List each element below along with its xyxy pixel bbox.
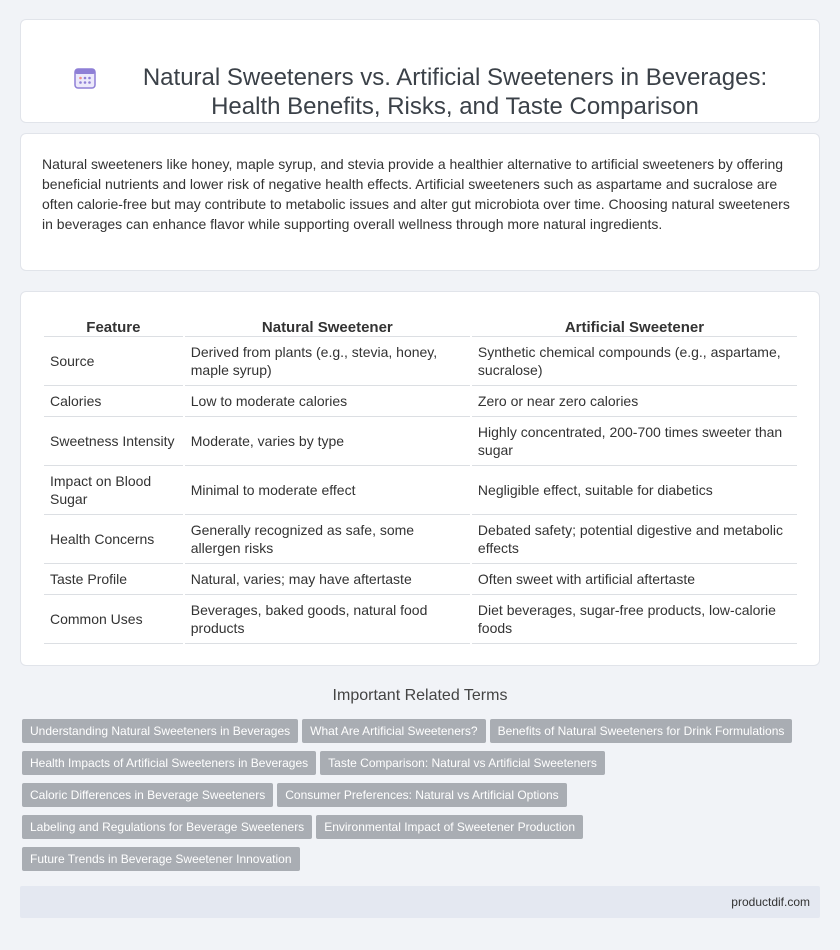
related-term-link[interactable]: Understanding Natural Sweeteners in Beverages — [22, 719, 298, 743]
page-title: Natural Sweeteners vs. Artificial Sweeteners in Beverages: Health Benefits, Risks, and Taste Comparison — [142, 64, 768, 120]
table-header-row — [44, 311, 797, 337]
table-row — [44, 386, 797, 417]
natural-cell: Low to moderate calories — [185, 386, 470, 417]
feature-cell: Source — [44, 337, 183, 386]
feature-cell: Impact on Blood Sugar — [44, 466, 183, 515]
related-term-link[interactable]: Environmental Impact of Sweetener Production — [316, 815, 583, 839]
related-term-link[interactable]: Taste Comparison: Natural vs Artificial Sweeteners — [320, 751, 605, 775]
natural-cell: Generally recognized as safe, some allergen risks — [185, 515, 470, 564]
related-term-link[interactable]: Future Trends in Beverage Sweetener Innovation — [22, 847, 300, 871]
related-term-link[interactable]: Caloric Differences in Beverage Sweeteners — [22, 783, 273, 807]
comparison-card — [20, 291, 820, 666]
related-term-link[interactable]: Consumer Preferences: Natural vs Artificial Options — [277, 783, 566, 807]
artificial-cell: Zero or near zero calories — [472, 386, 797, 417]
artificial-cell: Synthetic chemical compounds (e.g., aspartame, sucralose) — [472, 337, 797, 386]
related-term-link[interactable]: Health Impacts of Artificial Sweeteners in Beverages — [22, 751, 316, 775]
intro-paragraph: Natural sweeteners like honey, maple syrup, and stevia provide a healthier alternative to artificial sweeteners by offering beneficial nutrients and lower risk of negative health effects. Artificial sweeteners such as aspartame and sucralose are often calorie-free but may contribute to metabolic issues and alter gut microbiota over time. Choosing natural sweeteners in beverages can enhance flavor while supporting overall wellness through more natural ingredients. — [42, 156, 790, 232]
related-term-link[interactable]: Labeling and Regulations for Beverage Sweeteners — [22, 815, 312, 839]
table-row — [44, 595, 797, 644]
related-term-link[interactable]: Benefits of Natural Sweeteners for Drink Formulations — [490, 719, 793, 743]
feature-cell: Sweetness Intensity — [44, 417, 183, 466]
header-feature: Feature — [44, 311, 183, 337]
table-row — [44, 466, 797, 515]
related-terms-list — [22, 719, 802, 879]
natural-cell: Derived from plants (e.g., stevia, honey, maple syrup) — [185, 337, 470, 386]
artificial-cell: Often sweet with artificial aftertaste — [472, 564, 797, 595]
table-row — [44, 337, 797, 386]
feature-cell: Common Uses — [44, 595, 183, 644]
intro-card — [20, 133, 820, 271]
title-card — [20, 19, 820, 123]
natural-cell: Natural, varies; may have aftertaste — [185, 564, 470, 595]
artificial-cell: Diet beverages, sugar-free products, low-calorie foods — [472, 595, 797, 644]
natural-cell: Beverages, baked goods, natural food products — [185, 595, 470, 644]
natural-cell: Moderate, varies by type — [185, 417, 470, 466]
feature-cell: Taste Profile — [44, 564, 183, 595]
header-natural: Natural Sweetener — [185, 311, 470, 337]
feature-cell: Calories — [44, 386, 183, 417]
footer-site-link[interactable]: productdif.com — [731, 895, 810, 909]
calendar-icon — [74, 67, 96, 89]
artificial-cell: Debated safety; potential digestive and metabolic effects — [472, 515, 797, 564]
table-row — [44, 417, 797, 466]
natural-cell: Minimal to moderate effect — [185, 466, 470, 515]
comparison-table — [42, 311, 799, 644]
artificial-cell: Highly concentrated, 200-700 times sweeter than sugar — [472, 417, 797, 466]
table-row — [44, 564, 797, 595]
related-terms-title: Important Related Terms — [332, 687, 508, 704]
table-row — [44, 515, 797, 564]
feature-cell: Health Concerns — [44, 515, 183, 564]
footer — [20, 886, 820, 918]
header-artificial: Artificial Sweetener — [472, 311, 797, 337]
related-term-link[interactable]: What Are Artificial Sweeteners? — [302, 719, 485, 743]
artificial-cell: Negligible effect, suitable for diabetics — [472, 466, 797, 515]
